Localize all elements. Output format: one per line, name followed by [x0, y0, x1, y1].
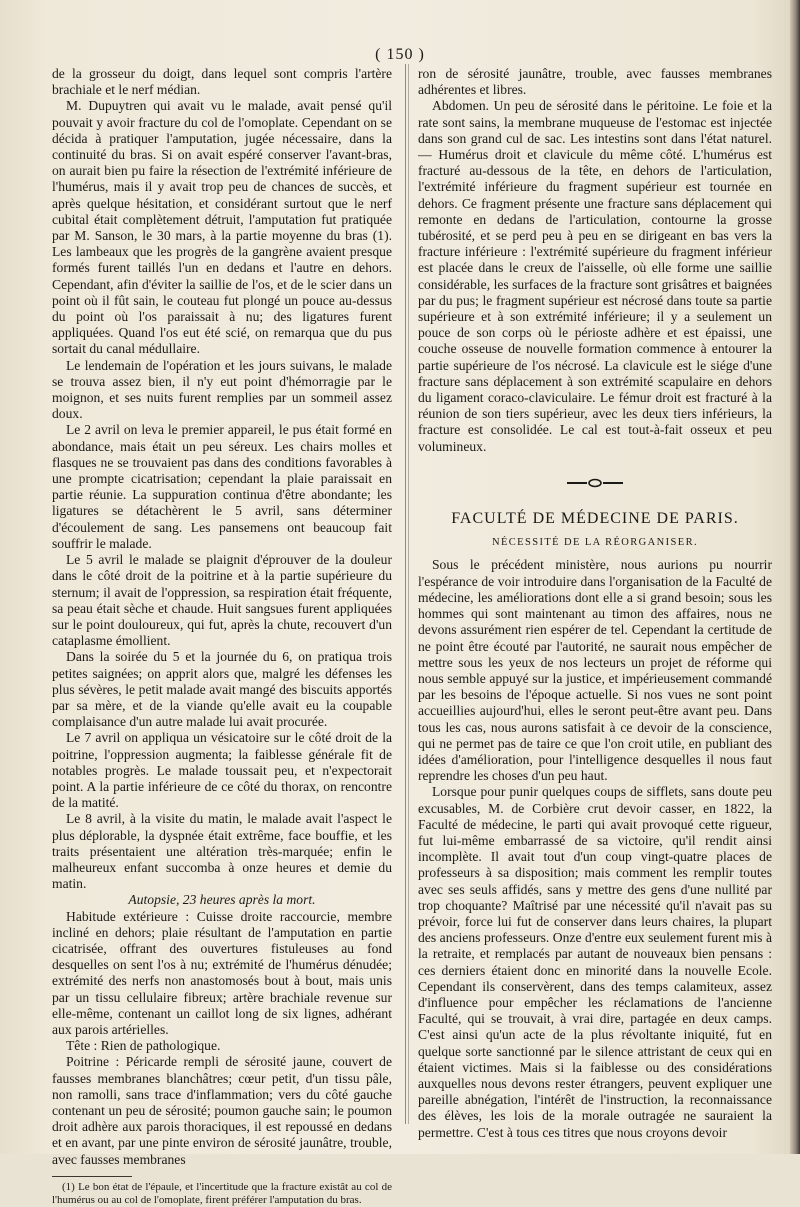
column-divider [405, 64, 406, 1124]
page-edge-shadow [790, 0, 800, 1154]
section-subtitle: NÉCESSITÉ DE LA RÉORGANISER. [491, 537, 699, 549]
paragraph: Le 5 avril le malade se plaignit d'éprouver de la douleur dans le côté droit de la poitrine et à la partie supérieure du sternum; il avait de l'oppression, sa respiration était fréquente, sa peau était sèche et chaude. Huit sangsues furent appliquées sur le point douloureux, qui fut, après la chute, recouvert d'un cataplasme émollient. [52, 552, 392, 649]
section-divider-ornament [418, 475, 772, 491]
page-number: ( 150 ) [375, 46, 425, 63]
paragraph: Le 7 avril on appliqua un vésicatoire sur le côté droit de la poitrine, l'oppression augmenta; la faiblesse générale fit de notables progrès. Le malade toussait peu, et n'expectorait point. A la partie inférieure de ce côté du thorax, on rencontre de la matité. [52, 730, 392, 811]
left-column [52, 66, 392, 1207]
paragraph: Sous le précédent ministère, nous aurions pu nourrir l'espérance de voir introduire dans l'organisation de la Faculté de médecine, les améliorations dont elle a si grand besoin; sous les hommes qui sont maintenant au timon des affaires, nous ne devons assurément rien espérer de tel. Cependant la certitude de ne point être écouté par l'autorité, ne saurait nous empêcher de mettre sous les yeux de nos lecteurs un projet de réforme qui nous semble appuyé sur la justice, et impérieusement commandé par les besoins de l'époque actuelle. Si nos vues ne sont point accueillies aujourd'hui, elles le seront peut-être avant peu. Dans tous les cas, nous aurons satisfait à ce devoir de la conscience, qui ne permet pas de taire ce que l'on croit utile, en publiant des idées d'amélioration, pour l'intelligence desquelles il nous faut reprendre les choses d'un peu haut. [418, 557, 772, 784]
paragraph: Habitude extérieure : Cuisse droite raccourcie, membre incliné en dehors; plaie résultant de l'amputation en partie cicatrisée, offrant des ouvertures fistuleuses au fond desquelles on sent l'os à nu; extrémité de l'humérus dénudée; extrémité des nerfs non anastomosés bout à bout, mais unis par un tissu cellulaire fibreux; artère brachiale revenue sur elle-même, contenant un caillot long de six lignes, adhérant aux parois artérielles. [52, 908, 392, 1037]
right-column [418, 66, 772, 1141]
paragraph: Dans la soirée du 5 et la journée du 6, on pratiqua trois petites saignées; on apprit alors que, malgré les défenses les plus sévères, le petit malade avait mangé des biscuits apportés par sa mère, et de la viande qu'elle avait eu la coupable complaisance d'un autre malade lui avait procurée. [52, 649, 392, 730]
paragraph: Le 2 avril on leva le premier appareil, le pus était formé en abondance, mais était un peu séreux. Les chairs molles et flasques ne se trouvaient pas dans des conditions favorables à une prompte cicatrisation; cependant la plaie paraissait en partie réunie. La suppuration continua d'être abondante; les ligatures se détachèrent le 5 avril, sans déterminer d'écoulement de sang. Les pansemens ont beaucoup fait souffrir le malade. [52, 422, 392, 551]
column-divider-inner [408, 64, 409, 1124]
section-title: FACULTÉ DE MÉDECINE DE PARIS. [451, 510, 739, 528]
paragraph: Abdomen. Un peu de sérosité dans le péritoine. Le foie et la rate sont sains, la membrane muqueuse de l'estomac est injectée dans son grand cul de sac. Les intestins sont dans l'état naturel. — Humérus droit et clavicule du même côté. L'humérus est fracturé au-dessous de la tête, en dehors de l'articulation, l'extrémité inférieure du fragment supérieur est tournée en dehors. Ce fragment présente une fracture sans déplacement qui remonte en dedans de l'articulation, contourne la grosse tubérosité, et se perd peu à peu en se dirigeant en bas vers la fracture inférieure : l'extrémité supérieure du fragment inférieur est placée dans le creux de l'aisselle, où elle forme une saillie considérable, les surfaces de la fracture sont grisâtres et baignées par du pus; le fragment supérieur est nécrosé dans toute sa partie supérieure et à son extrémité inférieure; il y a seulement un pouce de son corps où le périoste adhère et est épaissi, une couche osseuse de nouvelle formation commence à entourer la partie supérieure de l'os nécrosé. La clavicule est le siége d'une fracture sans déplacement à son extrémité scapulaire en dehors du ligament coraco-claviculaire. Le fémur droit est fracturé à la réunion de son tiers supérieur, avec les deux tiers inférieurs, la fracture est consolidée. Le cal est tout-à-fait osseux et peu volumineux. [418, 98, 772, 454]
paragraph: M. Dupuytren qui avait vu le malade, avait pensé qu'il pouvait y avoir fracture du col de l'omoplate. Cependant on se décida à pratiquer l'amputation, jugée nécessaire, dans la continuité du bras. Si on avait espéré conserver l'avant-bras, on aurait bien pu faire la résection de l'extrémité inférieure de l'humérus, mais il y avait trop peu de chances de succès, et après quelque hésitation, et considérant surtout que le nerf cubital était complètement détruit, l'amputation fut pratiquée par M. Sanson, le 30 mars, à la partie moyenne du bras (1). Les lambeaux que les progrès de la gangrène avaient presque formés furent taillés l'un en dedans et l'autre en dehors. Cependant, afin d'éviter la saillie de l'os, et de le scier dans un point où il fût sain, le couteau fut plongé un pouce au-dessus du point où l'os paraissait à nu; des ligatures furent appliquées. Quand l'os eut été scié, on remarqua que du pus sortait du canal médullaire. [52, 98, 392, 357]
paragraph: Tête : Rien de pathologique. [66, 1038, 221, 1054]
paragraph: Le lendemain de l'opération et les jours suivans, le malade se trouva assez bien, il n'y eut point d'hémorragie par le moignon, et ses nuits furent remplies par un sommeil assez doux. [52, 357, 392, 422]
footnote-rule [52, 1176, 132, 1177]
ornament-icon [565, 478, 625, 488]
paragraph: ron de sérosité jaunâtre, trouble, avec fausses membranes adhérentes et libres. [418, 66, 772, 98]
footnote: (1) Le bon état de l'épaule, et l'incertitude que la fracture existât au col de l'humérus ou au col de l'omoplate, firent préférer l'amputation du bras. [52, 1180, 392, 1206]
paragraph: Le 8 avril, à la visite du matin, le malade avait l'aspect le plus déplorable, la dyspnée était extrême, face bouffie, et les traits présentaient une altération très-marquée; enfin le malheureux enfant succomba à onze heures et demie du matin. [52, 811, 392, 892]
paragraph: Lorsque pour punir quelques coups de sifflets, sans doute peu excusables, M. de Corbière crut devoir casser, en 1822, la Faculté de médecine, le parti qui avait provoqué cette rigueur, fut lui-même embarrassé de sa victoire, qu'il rendit ainsi incomplète. Il avait tout d'un coup vingt-quatre places de professeurs à sa disposition; mais comment les remplir toutes avec ses seuls affidés, sans y mettre des gens d'une nullité par trop choquante? Maîtrisé par une nécessité qu'il n'avait pas su prévoir, force lui fut de conserver dans leurs chaires, la plupart des anciens professeurs. Onze d'entre eux seulement furent mis à la retraite, et remplacés par autant de nouveaux bien pensans : ces derniers étaient donc en minorité dans la nouvelle Ecole. Cependant ils conservèrent, dans des temps calamiteux, assez d'influence pour empêcher les réclamations de l'ancienne Faculté, qui se trouvait, à vrai dire, partagée en deux camps. C'est ainsi qu'un acte de la plus révoltante iniquité, fut en quelque sorte sanctionné par le silence attristant de ceux qui en étaient victimes. Mais si la faiblesse ou des considérations auxquelles nous devons rester étrangers, peuvent expliquer une pareille abnégation, l'intérêt de l'instruction, la reconnaissance des élèves, les lois de la morale outragée ne sauraient la permettre. C'est à tous ces titres que nous croyons devoir [418, 784, 772, 1140]
paragraph: de la grosseur du doigt, dans lequel sont compris l'artère brachiale et le nerf médian. [52, 66, 392, 98]
autopsy-heading: Autopsie, 23 heures après la mort. [128, 892, 316, 908]
paragraph: Poitrine : Péricarde rempli de sérosité jaune, couvert de fausses membranes blanchâtres; cœur petit, d'un tissu pâle, non ramolli, sans trace d'inflammation; vers du côté gauche contenant un peu de sérosité; poumon gauche sain; le poumon droit adhère aux parois thoraciques, il est repoussé en dedans et en avant, par une pinte environ de sérosité jaunâtre, trouble, avec fausses membranes [52, 1054, 392, 1167]
